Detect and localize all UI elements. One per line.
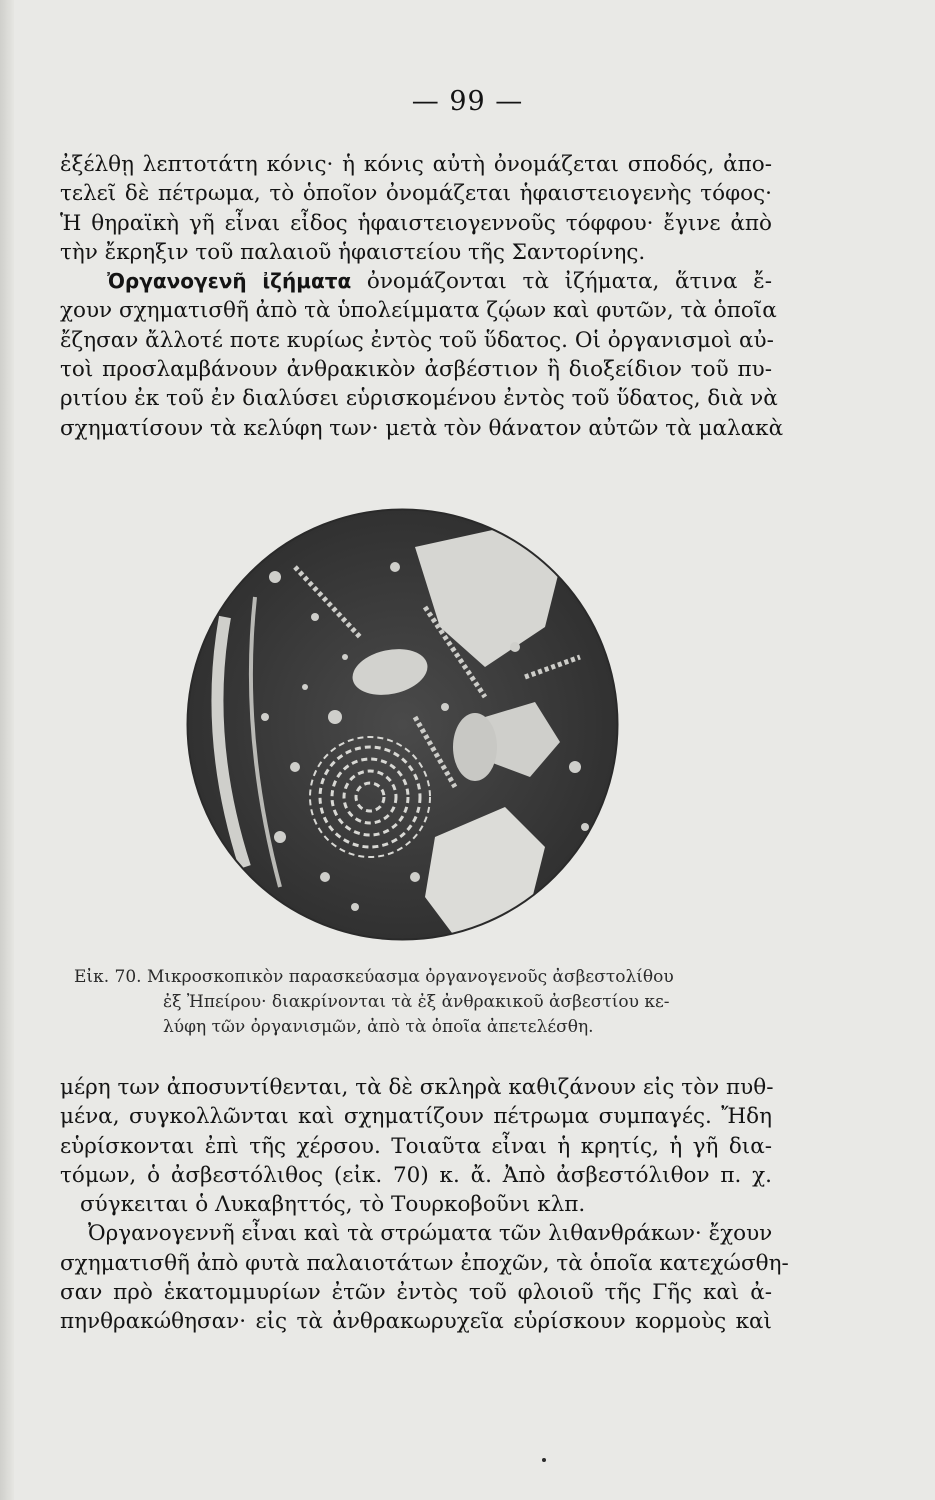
text-line: τοὶ προσλαμβάνουν ἀνθρακικὸν ἀσβέστιον ἢ διοξείδιον τοῦ πυ- <box>60 357 772 383</box>
page-number: — 99 — <box>411 86 524 117</box>
text-line: σαν πρὸ ἑκατομμυρίων ἐτῶν ἐντὸς τοῦ φλοιοῦ τῆς Γῆς καὶ ἀ- <box>60 1280 772 1306</box>
caption-line: λύφη τῶν ὀργανισμῶν, ἀπὸ τὰ ὁποῖα ἀπετελέσθη. <box>163 1017 594 1037</box>
text-fragment: ὀνομάζονται τὰ ἰζήματα, ἅτινα ἔ- <box>366 269 772 295</box>
text-line: ριτίου ἐκ τοῦ ἐν διαλύσει εὑρισκομένου ἐντὸς τοῦ ὕδατος, διὰ νὰ <box>60 386 778 412</box>
text-block-bottom <box>60 1073 789 1337</box>
text-line: μέρη των ἀποσυντίθενται, τὰ δὲ σκληρὰ καθιζάνουν εἰς τὸν πυθ- <box>60 1075 774 1100</box>
text-line: τὴν ἔκρηξιν τοῦ παλαιοῦ ἡφαιστείου τῆς Σαντορίνης. <box>60 239 646 265</box>
text-block-top <box>60 150 784 443</box>
text-line: εὑρίσκονται ἐπὶ τῆς χέρσου. Τοιαῦτα εἶναι ἡ κρητίς, ἡ γῆ δια- <box>60 1133 772 1159</box>
caption-line: Εἰκ. 70. Μικροσκοπικὸν παρασκεύασμα ὀργανογενοῦς ἀσβεστολίθου <box>74 967 674 987</box>
microscope-slide-icon <box>185 507 620 942</box>
microscope-slide-figure <box>185 507 620 942</box>
figure-caption <box>74 965 774 1040</box>
text-line: σχηματίσουν τὰ κελύφη των· μετὰ τὸν θάνατον αὐτῶν τὰ μαλακὰ <box>60 415 784 441</box>
text-line: Ἡ θηραϊκὴ γῆ εἶναι εἶδος ἡφαιστειογεννοῦς τόφφου· ἔγινε ἀπὸ <box>60 210 772 236</box>
text-line: πηνθρακώθησαν· εἰς τὰ ἀνθρακωρυχεῖα εὑρίσκουν κορμοὺς καὶ <box>60 1309 772 1335</box>
section-lead-term: Ὀργανογενῆ ἰζήματα <box>107 269 352 294</box>
page-gutter <box>0 0 14 1500</box>
text-line: σχηματισθῆ ἀπὸ φυτὰ παλαιοτάτων ἐποχῶν, τὰ ὁποῖα κατεχώσθη- <box>60 1250 789 1276</box>
print-speck <box>542 1458 546 1462</box>
text-line: τελεῖ δὲ πέτρωμα, τὸ ὁποῖον ὀνομάζεται ἡφαιστειογενὴς τόφος· <box>60 181 772 207</box>
text-line: χουν σχηματισθῆ ἀπὸ τὰ ὑπολείμματα ζῴων καὶ φυτῶν, τὰ ὁποῖα <box>60 298 777 324</box>
text-line: ἔζησαν ἄλλοτέ ποτε κυρίως ἐντὸς τοῦ ὕδατος. Οἱ ὀργανισμοὶ αὐ- <box>60 327 774 353</box>
text-line: σύγκειται ὁ Λυκαβηττός, τὸ Τουρκοβοῦνι κλπ. <box>80 1192 586 1218</box>
text-line: Ὀργανογεννῆ εἶναι καὶ τὰ στρώματα τῶν λιθανθράκων· ἔχουν <box>88 1221 773 1247</box>
text-line: μένα, συγκολλῶνται καὶ σχηματίζουν πέτρωμα συμπαγές. Ἤδη <box>60 1104 772 1130</box>
caption-line: ἐξ Ἠπείρου· διακρίνονται τὰ ἐξ ἀνθρακικοῦ ἀσβεστίου κε- <box>163 992 670 1012</box>
text-line: ἐξέλθῃ λεπτοτάτη κόνις· ἡ κόνις αὐτὴ ὀνομάζεται σποδός, ἀπο- <box>60 152 772 177</box>
text-line-with-lead <box>60 267 772 296</box>
text-line: τόμων, ὁ ἀσβεστόλιθος (εἰκ. 70) κ. ἄ. Ἀπὸ ἀσβεστόλιθον π. χ. <box>60 1162 772 1188</box>
